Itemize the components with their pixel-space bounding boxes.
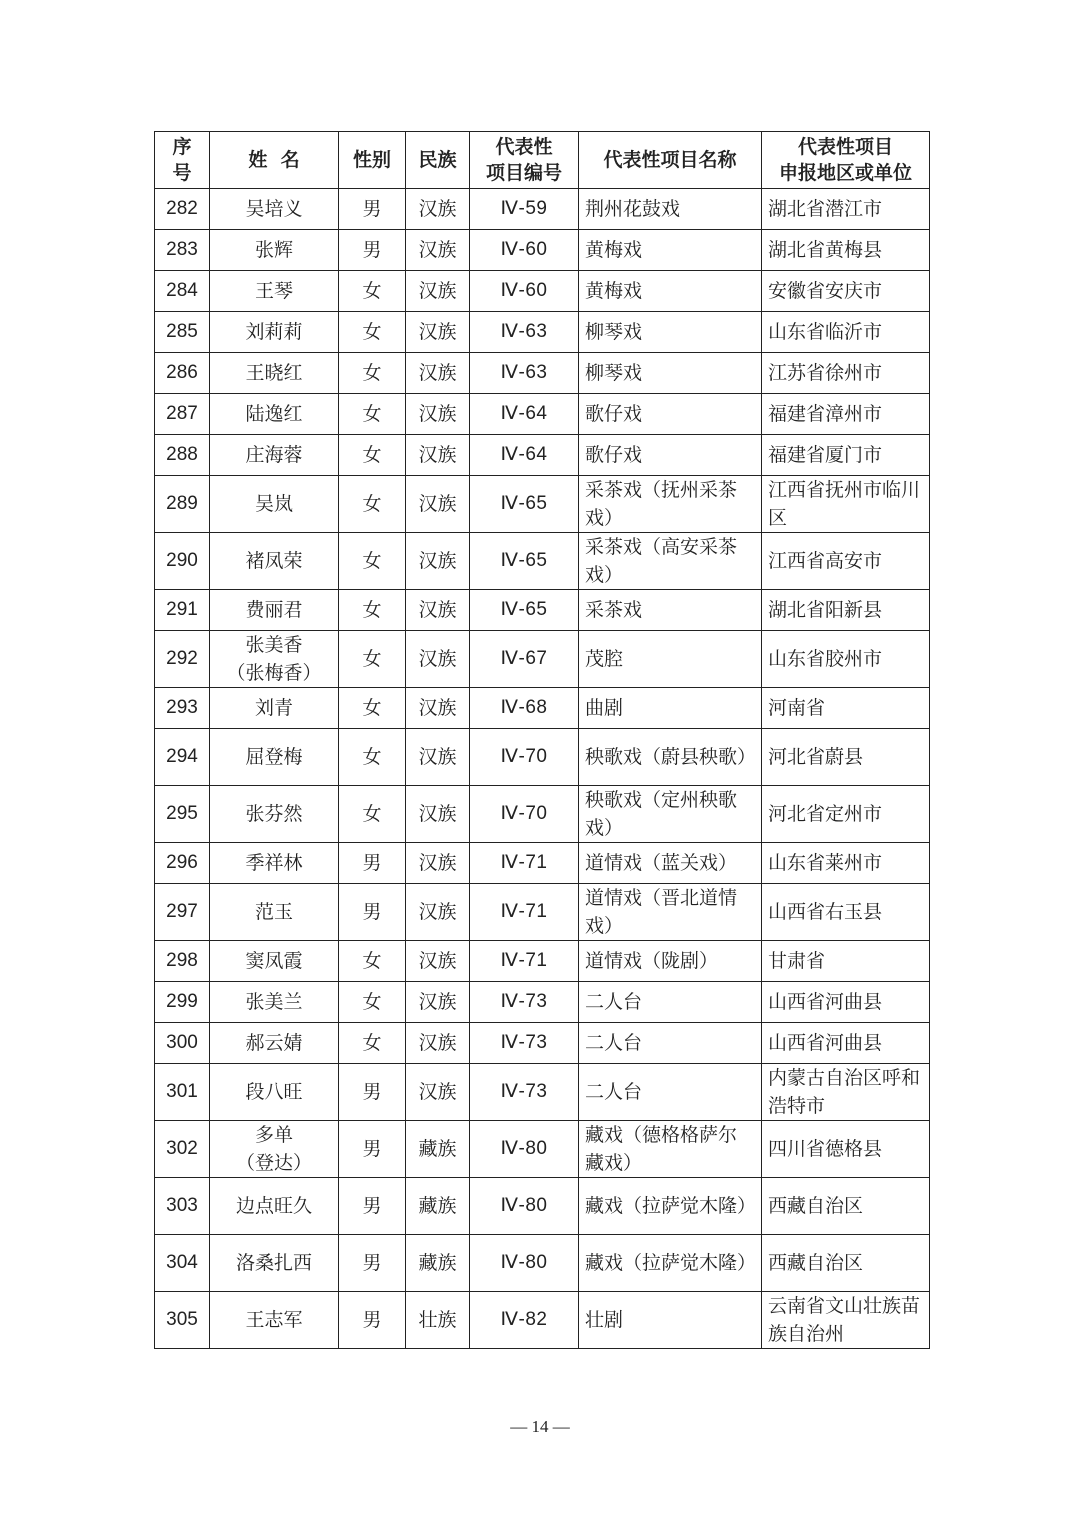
cell-project-code: Ⅳ-80 — [470, 1178, 579, 1235]
cell-gender: 男 — [339, 843, 406, 884]
cell-project-code: Ⅳ-63 — [470, 312, 579, 353]
cell-gender: 男 — [339, 1292, 406, 1349]
cell-project-name: 二人台 — [579, 1023, 762, 1064]
cell-project-code: Ⅳ-65 — [470, 533, 579, 590]
table-row — [155, 189, 930, 230]
cell-region: 四川省德格县 — [762, 1121, 930, 1178]
cell-seq: 289 — [155, 476, 210, 533]
cell-region: 内蒙古自治区呼和浩特市 — [762, 1064, 930, 1121]
cell-name: 季祥林 — [210, 843, 339, 884]
cell-gender: 女 — [339, 435, 406, 476]
cell-project-name: 秧歌戏（蔚县秧歌） — [579, 729, 762, 786]
cell-ethnicity: 汉族 — [406, 631, 470, 688]
table-row — [155, 843, 930, 884]
cell-project-code: Ⅳ-70 — [470, 786, 579, 843]
header-project-code: 代表性 项目编号 — [470, 132, 579, 189]
cell-project-code: Ⅳ-80 — [470, 1121, 579, 1178]
cell-gender: 女 — [339, 476, 406, 533]
cell-gender: 男 — [339, 884, 406, 941]
table-row — [155, 312, 930, 353]
cell-name: 陆逸红 — [210, 394, 339, 435]
table-row — [155, 271, 930, 312]
table-row — [155, 435, 930, 476]
cell-gender: 女 — [339, 982, 406, 1023]
cell-name: 多单 （登达） — [210, 1121, 339, 1178]
table-header-row — [155, 132, 930, 189]
cell-project-code: Ⅳ-64 — [470, 394, 579, 435]
cell-gender: 男 — [339, 1121, 406, 1178]
table-row — [155, 1023, 930, 1064]
cell-project-name: 道情戏（晋北道情戏） — [579, 884, 762, 941]
cell-seq: 304 — [155, 1235, 210, 1292]
cell-name: 张美兰 — [210, 982, 339, 1023]
cell-seq: 288 — [155, 435, 210, 476]
cell-project-name: 歌仔戏 — [579, 394, 762, 435]
cell-project-name: 壮剧 — [579, 1292, 762, 1349]
cell-name: 王琴 — [210, 271, 339, 312]
cell-name: 王志军 — [210, 1292, 339, 1349]
cell-region: 山西省右玉县 — [762, 884, 930, 941]
cell-seq: 295 — [155, 786, 210, 843]
cell-ethnicity: 汉族 — [406, 786, 470, 843]
cell-project-name: 歌仔戏 — [579, 435, 762, 476]
cell-seq: 292 — [155, 631, 210, 688]
cell-project-name: 黄梅戏 — [579, 230, 762, 271]
cell-region: 湖北省潜江市 — [762, 189, 930, 230]
cell-seq: 283 — [155, 230, 210, 271]
cell-project-code: Ⅳ-70 — [470, 729, 579, 786]
cell-project-name: 曲剧 — [579, 688, 762, 729]
cell-project-name: 秧歌戏（定州秧歌戏） — [579, 786, 762, 843]
cell-gender: 女 — [339, 533, 406, 590]
cell-region: 云南省文山壮族苗族自治州 — [762, 1292, 930, 1349]
cell-seq: 294 — [155, 729, 210, 786]
cell-project-code: Ⅳ-68 — [470, 688, 579, 729]
cell-project-code: Ⅳ-82 — [470, 1292, 579, 1349]
cell-region: 西藏自治区 — [762, 1178, 930, 1235]
cell-region: 甘肃省 — [762, 941, 930, 982]
cell-project-name: 采茶戏（高安采茶戏） — [579, 533, 762, 590]
cell-name: 窦凤霞 — [210, 941, 339, 982]
cell-name: 费丽君 — [210, 590, 339, 631]
cell-gender: 女 — [339, 271, 406, 312]
cell-name: 刘青 — [210, 688, 339, 729]
cell-project-code: Ⅳ-73 — [470, 982, 579, 1023]
cell-seq: 285 — [155, 312, 210, 353]
cell-region: 江苏省徐州市 — [762, 353, 930, 394]
cell-seq: 291 — [155, 590, 210, 631]
cell-project-code: Ⅳ-60 — [470, 271, 579, 312]
cell-project-name: 二人台 — [579, 1064, 762, 1121]
cell-region: 湖北省黄梅县 — [762, 230, 930, 271]
cell-seq: 298 — [155, 941, 210, 982]
table-row — [155, 476, 930, 533]
header-project-name: 代表性项目名称 — [579, 132, 762, 189]
cell-region: 山东省莱州市 — [762, 843, 930, 884]
cell-name: 屈登梅 — [210, 729, 339, 786]
table-row — [155, 941, 930, 982]
cell-seq: 296 — [155, 843, 210, 884]
cell-seq: 301 — [155, 1064, 210, 1121]
table-row — [155, 533, 930, 590]
cell-project-code: Ⅳ-71 — [470, 884, 579, 941]
cell-ethnicity: 汉族 — [406, 729, 470, 786]
cell-region: 山东省胶州市 — [762, 631, 930, 688]
cell-region: 江西省高安市 — [762, 533, 930, 590]
cell-region: 西藏自治区 — [762, 1235, 930, 1292]
table-row — [155, 353, 930, 394]
cell-project-code: Ⅳ-65 — [470, 476, 579, 533]
cell-name: 张美香 （张梅香） — [210, 631, 339, 688]
cell-name: 张辉 — [210, 230, 339, 271]
cell-ethnicity: 汉族 — [406, 1023, 470, 1064]
cell-project-name: 黄梅戏 — [579, 271, 762, 312]
cell-ethnicity: 汉族 — [406, 312, 470, 353]
cell-seq: 286 — [155, 353, 210, 394]
cell-seq: 300 — [155, 1023, 210, 1064]
cell-gender: 男 — [339, 230, 406, 271]
cell-ethnicity: 汉族 — [406, 982, 470, 1023]
cell-ethnicity: 汉族 — [406, 1064, 470, 1121]
table-row — [155, 394, 930, 435]
cell-gender: 女 — [339, 590, 406, 631]
table-row — [155, 1178, 930, 1235]
cell-project-name: 藏戏（拉萨觉木隆） — [579, 1235, 762, 1292]
header-seq: 序 号 — [155, 132, 210, 189]
cell-ethnicity: 藏族 — [406, 1121, 470, 1178]
cell-ethnicity: 汉族 — [406, 884, 470, 941]
table-row — [155, 1292, 930, 1349]
cell-project-code: Ⅳ-73 — [470, 1023, 579, 1064]
cell-ethnicity: 汉族 — [406, 843, 470, 884]
table-row — [155, 884, 930, 941]
cell-ethnicity: 汉族 — [406, 941, 470, 982]
cell-ethnicity: 汉族 — [406, 435, 470, 476]
table-body — [155, 189, 930, 1349]
table-row — [155, 230, 930, 271]
cell-project-code: Ⅳ-59 — [470, 189, 579, 230]
cell-seq: 290 — [155, 533, 210, 590]
table-row — [155, 729, 930, 786]
cell-region: 湖北省阳新县 — [762, 590, 930, 631]
cell-ethnicity: 汉族 — [406, 590, 470, 631]
cell-gender: 男 — [339, 1178, 406, 1235]
cell-region: 河北省蔚县 — [762, 729, 930, 786]
table-row — [155, 688, 930, 729]
cell-region: 福建省厦门市 — [762, 435, 930, 476]
cell-ethnicity: 汉族 — [406, 688, 470, 729]
cell-ethnicity: 汉族 — [406, 230, 470, 271]
cell-ethnicity: 壮族 — [406, 1292, 470, 1349]
table-row — [155, 590, 930, 631]
cell-name: 张芬然 — [210, 786, 339, 843]
cell-region: 安徽省安庆市 — [762, 271, 930, 312]
cell-ethnicity: 汉族 — [406, 189, 470, 230]
cell-ethnicity: 汉族 — [406, 476, 470, 533]
cell-seq: 282 — [155, 189, 210, 230]
table-row — [155, 786, 930, 843]
cell-name: 边点旺久 — [210, 1178, 339, 1235]
table-row — [155, 982, 930, 1023]
cell-gender: 男 — [339, 189, 406, 230]
cell-name: 范玉 — [210, 884, 339, 941]
cell-project-code: Ⅳ-65 — [470, 590, 579, 631]
table-row — [155, 1064, 930, 1121]
cell-project-code: Ⅳ-67 — [470, 631, 579, 688]
cell-gender: 女 — [339, 1023, 406, 1064]
cell-project-name: 采茶戏 — [579, 590, 762, 631]
cell-project-code: Ⅳ-80 — [470, 1235, 579, 1292]
cell-ethnicity: 藏族 — [406, 1178, 470, 1235]
cell-project-code: Ⅳ-71 — [470, 843, 579, 884]
heritage-inheritor-table — [154, 131, 930, 1349]
cell-seq: 287 — [155, 394, 210, 435]
cell-gender: 女 — [339, 631, 406, 688]
cell-project-code: Ⅳ-71 — [470, 941, 579, 982]
cell-seq: 302 — [155, 1121, 210, 1178]
cell-gender: 女 — [339, 312, 406, 353]
cell-region: 江西省抚州市临川区 — [762, 476, 930, 533]
page-number: — 14 — — [510, 1417, 570, 1436]
cell-gender: 女 — [339, 353, 406, 394]
cell-region: 山西省河曲县 — [762, 982, 930, 1023]
cell-project-name: 茂腔 — [579, 631, 762, 688]
cell-name: 段八旺 — [210, 1064, 339, 1121]
cell-gender: 男 — [339, 1064, 406, 1121]
table-row — [155, 1235, 930, 1292]
cell-seq: 284 — [155, 271, 210, 312]
cell-project-code: Ⅳ-63 — [470, 353, 579, 394]
cell-name: 王晓红 — [210, 353, 339, 394]
cell-gender: 女 — [339, 688, 406, 729]
cell-ethnicity: 藏族 — [406, 1235, 470, 1292]
cell-seq: 303 — [155, 1178, 210, 1235]
cell-region: 河南省 — [762, 688, 930, 729]
cell-seq: 297 — [155, 884, 210, 941]
cell-project-name: 柳琴戏 — [579, 312, 762, 353]
cell-project-name: 藏戏（德格格萨尔藏戏） — [579, 1121, 762, 1178]
cell-gender: 女 — [339, 941, 406, 982]
header-name: 姓 名 — [210, 132, 339, 189]
cell-project-name: 柳琴戏 — [579, 353, 762, 394]
cell-name: 吴岚 — [210, 476, 339, 533]
header-region: 代表性项目 申报地区或单位 — [762, 132, 930, 189]
cell-region: 福建省漳州市 — [762, 394, 930, 435]
header-ethnicity: 民族 — [406, 132, 470, 189]
table-row — [155, 1121, 930, 1178]
cell-name: 庄海蓉 — [210, 435, 339, 476]
cell-ethnicity: 汉族 — [406, 353, 470, 394]
cell-name: 郝云婧 — [210, 1023, 339, 1064]
cell-project-code: Ⅳ-73 — [470, 1064, 579, 1121]
table-row — [155, 631, 930, 688]
cell-gender: 女 — [339, 786, 406, 843]
cell-name: 刘莉莉 — [210, 312, 339, 353]
cell-region: 山西省河曲县 — [762, 1023, 930, 1064]
cell-project-name: 藏戏（拉萨觉木隆） — [579, 1178, 762, 1235]
cell-seq: 299 — [155, 982, 210, 1023]
cell-ethnicity: 汉族 — [406, 271, 470, 312]
cell-gender: 女 — [339, 394, 406, 435]
cell-project-code: Ⅳ-60 — [470, 230, 579, 271]
cell-name: 褚凤荣 — [210, 533, 339, 590]
cell-ethnicity: 汉族 — [406, 533, 470, 590]
cell-project-name: 采茶戏（抚州采茶戏） — [579, 476, 762, 533]
cell-region: 山东省临沂市 — [762, 312, 930, 353]
cell-name: 洛桑扎西 — [210, 1235, 339, 1292]
cell-project-name: 二人台 — [579, 982, 762, 1023]
cell-region: 河北省定州市 — [762, 786, 930, 843]
cell-seq: 305 — [155, 1292, 210, 1349]
cell-ethnicity: 汉族 — [406, 394, 470, 435]
cell-project-name: 道情戏（蓝关戏） — [579, 843, 762, 884]
cell-project-name: 道情戏（陇剧） — [579, 941, 762, 982]
cell-name: 吴培义 — [210, 189, 339, 230]
cell-project-code: Ⅳ-64 — [470, 435, 579, 476]
cell-gender: 男 — [339, 1235, 406, 1292]
cell-seq: 293 — [155, 688, 210, 729]
cell-gender: 女 — [339, 729, 406, 786]
header-gender: 性别 — [339, 132, 406, 189]
cell-project-name: 荆州花鼓戏 — [579, 189, 762, 230]
